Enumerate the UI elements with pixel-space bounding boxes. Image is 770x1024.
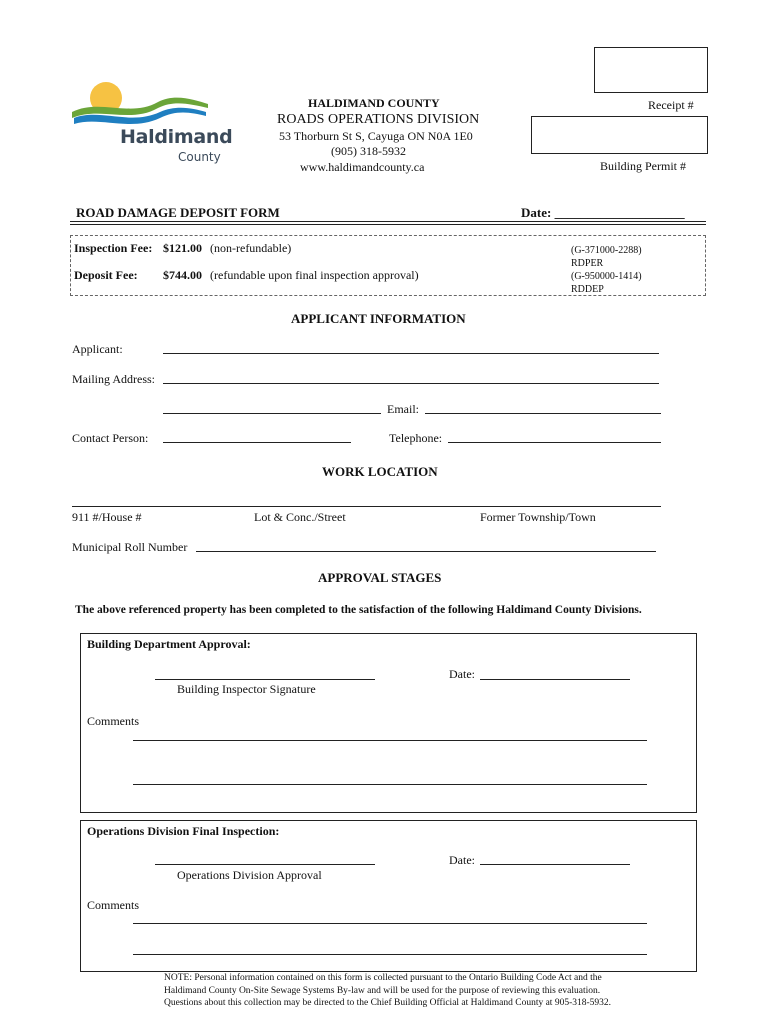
logo-word-county: County <box>178 150 221 164</box>
mailing-address-label: Mailing Address: <box>72 372 155 386</box>
fee-code-1: (G-371000-2288) <box>571 245 642 256</box>
deposit-fee-label: Deposit Fee: <box>74 268 138 282</box>
operations-comments-label: Comments <box>87 898 140 912</box>
operations-date-label: Date: <box>449 853 475 867</box>
header-address: 53 Thorburn St S, Cayuga ON N0A 1E0 <box>279 129 473 143</box>
operations-signature-label: Operations Division Approval <box>177 868 322 882</box>
title-rule-2 <box>70 224 706 225</box>
title-rule <box>70 221 706 222</box>
form-date: Date: ____________________ <box>521 205 685 220</box>
fee-code-3: (G-950000-1414) <box>571 271 642 282</box>
building-approval-box <box>80 633 697 813</box>
building-permit-label: Building Permit # <box>600 159 687 173</box>
work-location-heading: WORK LOCATION <box>322 464 438 479</box>
contact-person-label: Contact Person: <box>72 431 149 445</box>
mailing-address-field[interactable] <box>163 383 659 384</box>
former-township-label: Former Township/Town <box>480 510 596 524</box>
telephone-label: Telephone: <box>389 431 443 445</box>
deposit-fee-note: (refundable upon final inspection approval) <box>210 268 419 282</box>
operations-date-field[interactable] <box>480 864 630 865</box>
inspection-fee-note: (non-refundable) <box>210 241 292 255</box>
roll-number-field[interactable] <box>196 551 656 552</box>
header-division: ROADS OPERATIONS DIVISION <box>277 112 480 127</box>
building-comments-label: Comments <box>87 714 140 728</box>
building-comments-line-2[interactable] <box>133 784 647 785</box>
logo-emblem-icon <box>70 78 210 128</box>
header-website: www.haldimandcounty.ca <box>300 160 425 174</box>
inspection-fee-amount: $121.00 <box>163 241 202 255</box>
fee-code-2: RDPER <box>571 258 604 269</box>
approval-heading: APPROVAL STAGES <box>318 570 442 585</box>
applicant-label: Applicant: <box>72 342 123 356</box>
operations-comments-line-2[interactable] <box>133 954 647 955</box>
email-label: Email: <box>387 402 419 416</box>
inspection-fee-label: Inspection Fee: <box>74 241 153 255</box>
contact-person-field[interactable] <box>163 442 351 443</box>
operations-inspection-box <box>80 820 697 972</box>
header-phone: (905) 318-5932 <box>331 144 406 158</box>
logo-word-haldimand: Haldimand <box>120 126 233 148</box>
haldimand-logo <box>70 78 235 170</box>
privacy-note: NOTE: Personal information contained on this form is collected pursuant to the Ontario Building Code Act and the Haldimand County On-Site Sewage Systems By-law and will be used for the purpose of reviewing this evaluation. Questions about this collection may be directed to the Chief Building Official at Haldimand County at 905-318-5932. <box>164 973 612 1008</box>
header-org: HALDIMAND COUNTY <box>308 96 440 110</box>
building-signature-field[interactable] <box>155 679 375 680</box>
deposit-fee-amount: $744.00 <box>163 268 202 282</box>
applicant-heading: APPLICANT INFORMATION <box>291 311 466 326</box>
mailing-address-field-2[interactable] <box>163 413 381 414</box>
email-field[interactable] <box>425 413 661 414</box>
house-number-label: 911 #/House # <box>72 510 142 524</box>
building-signature-label: Building Inspector Signature <box>177 682 316 696</box>
approval-intro: The above referenced property has been completed to the satisfaction of the following Haldimand County Divisions. <box>75 604 642 616</box>
building-approval-title: Building Department Approval: <box>87 637 251 651</box>
receipt-label: Receipt # <box>648 98 694 112</box>
receipt-box[interactable] <box>594 47 708 93</box>
applicant-field[interactable] <box>163 353 659 354</box>
telephone-field[interactable] <box>448 442 661 443</box>
form-title: ROAD DAMAGE DEPOSIT FORM <box>76 205 280 220</box>
fee-code-4: RDDEP <box>571 284 604 295</box>
work-location-field[interactable] <box>72 506 661 507</box>
building-date-label: Date: <box>449 667 475 681</box>
lot-conc-street-label: Lot & Conc./Street <box>254 510 346 524</box>
operations-signature-field[interactable] <box>155 864 375 865</box>
building-permit-box[interactable] <box>531 116 708 154</box>
operations-comments-line-1[interactable] <box>133 923 647 924</box>
operations-inspection-title: Operations Division Final Inspection: <box>87 824 280 838</box>
roll-number-label: Municipal Roll Number <box>72 540 188 554</box>
building-comments-line-1[interactable] <box>133 740 647 741</box>
building-date-field[interactable] <box>480 679 630 680</box>
